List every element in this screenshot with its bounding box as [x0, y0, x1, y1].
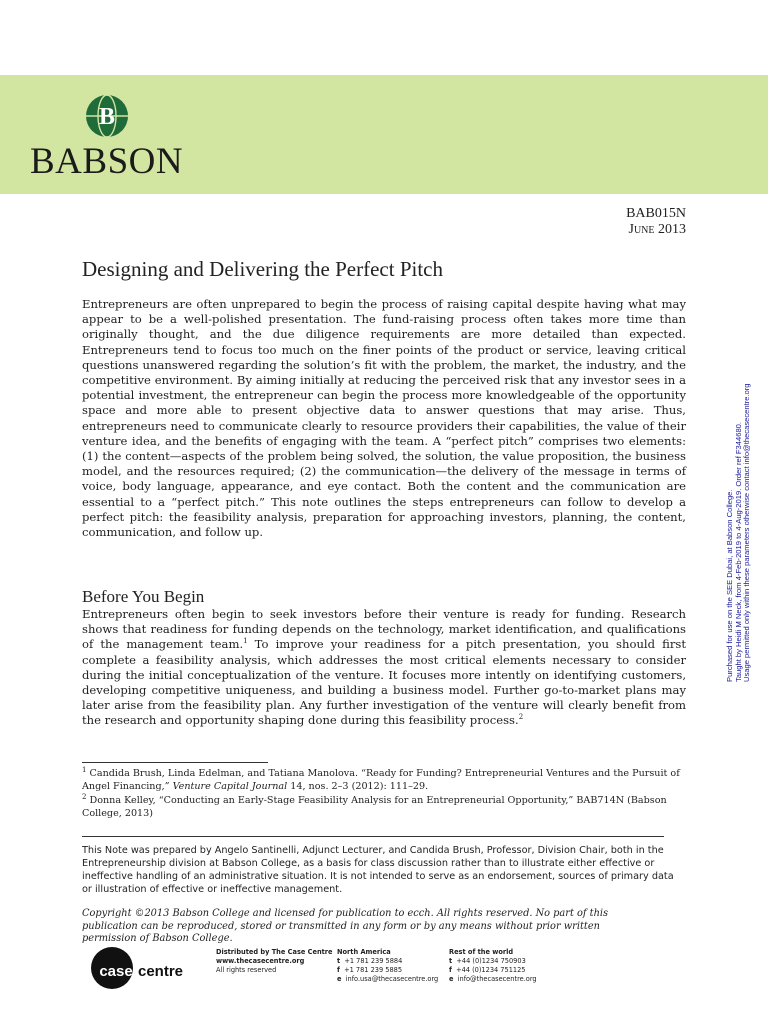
footnote-1-text: Candida Brush, Linda Edelman, and Tatiana Manolova. “Ready for Funding? Entrepreneurial Ventures and the Pursuit of Angel Financing,”: [82, 768, 680, 792]
row-phone-label: t: [449, 957, 453, 965]
row-heading: Rest of the world: [449, 948, 514, 956]
row-email[interactable]: info@thecasecentre.org: [457, 975, 537, 983]
na-heading: North America: [337, 948, 391, 956]
case-centre-logo-word1: case: [99, 963, 133, 980]
row-phone: +44 (0)1234 750903: [456, 957, 526, 965]
distributor-column: [216, 948, 333, 975]
na-fax-label: f: [337, 966, 340, 974]
authorship-note: This Note was prepared by Angelo Santinelli, Adjunct Lecturer, and Candida Brush, Professor, Division Chair, both in the Entrepreneurship division at Babson College, as a basis for class discussion rather than to illustrate either effective or ineffective handling of an administrative situation. It is not intended to serve as an endorsement, sources of primary data or illustration of effective or ineffective management.: [82, 845, 674, 895]
section-heading: Before You Begin: [82, 587, 205, 606]
footnote-2: [82, 792, 686, 820]
distributor-rights: All rights reserved: [216, 966, 277, 974]
intro-paragraph: Entrepreneurs are often unprepared to begin the process of raising capital despite having what may appear to be a well-polished presentation. The fund-raising process often takes more time than originally thought, and the due diligence requirements are more detailed than expected. Entrepreneurs tend to focus too much on the finer points of the product or service, leaving critical questions unanswered regarding the solution’s fit with the problem, the market, the industry, and the competitive environment. By aiming initially at reducing the perceived risk that any investor sees in a potential investment, the entrepreneur can begin the process more knowledgeable of the opportunity space and more able to present objective data to answer questions that may arise. Thus, entrepreneurs need to communicate clearly to resource providers their capabilities, the value of their venture idea, and the benefits of engaging with the team. A “perfect pitch” comprises two elements: (1) the content—aspects of the problem being solved, the solution, the value proposition, the business model, and the resources required; (2) the communication—the delivery of the message in terms of voice, body language, appearance, and eye contact. Both the content and the communication are essential to a “perfect pitch.” This note outlines the steps entrepreneurs can follow to develop a perfect pitch: the feasibility analysis, preparation for approaching investors, planning, the content, communication, and follow up.: [82, 297, 686, 540]
doc-date: June 2013: [628, 222, 686, 237]
watermark-line-3: Usage permitted only within these parameters otherwise contact info@thecasecentre.org: [742, 383, 752, 682]
north-america-column: [337, 948, 438, 984]
case-centre-logo-word2: centre: [138, 963, 184, 980]
footnote-ref-1[interactable]: 1: [243, 637, 248, 646]
section-text-2: To improve your readiness for a pitch presentation, you should first complete a feasibility analysis, which addresses the most critical elements necessary to consider during the initial conceptualization of the venture. It focuses more intently on identifying customers, developing competitive uniqueness, and building a business model. Further go-to-market plans may later arise from the feasibility plan. Any further investigation of the venture will clearly benefit from the research and opportunity shaping done during this feasibility process.: [82, 637, 686, 728]
na-phone: +1 781 239 5884: [344, 957, 403, 965]
license-watermark-text: [726, 346, 750, 682]
footnote-divider: [82, 762, 268, 763]
footnote-1-tail: 14, nos. 2–3 (2012): 111–29.: [287, 780, 429, 792]
row-email-label: e: [449, 975, 454, 983]
row-fax: +44 (0)1234 751125: [456, 966, 526, 974]
na-email[interactable]: info.usa@thecasecentre.org: [345, 975, 439, 983]
footnote-2-number: 2: [82, 792, 87, 801]
babson-globe-icon: [84, 93, 130, 139]
footnote-1-number: 1: [82, 765, 87, 774]
page-title: Designing and Delivering the Perfect Pitch: [82, 257, 443, 281]
doc-code: BAB015N: [626, 206, 686, 221]
rest-of-world-column: [449, 948, 537, 984]
case-centre-logo: [90, 946, 200, 990]
watermark-line-1: Purchased for use on the SEE Dubai, at Babson College.: [725, 489, 734, 682]
na-fax: +1 781 239 5885: [344, 966, 403, 974]
section-paragraph: [82, 607, 686, 729]
footnote-2-text: Donna Kelley, “Conducting an Early-Stage Feasibility Analysis for an Entrepreneurial Opportunity,” BAB714N (Babson College, 2013): [82, 795, 667, 819]
distributed-by: Distributed by The Case Centre: [216, 948, 333, 956]
license-watermark: [726, 346, 750, 682]
copyright-notice: Copyright ©2013 Babson College and licensed for publication to ecch. All rights reserved. No part of this publication can be reproduced, stored or transmitted in any form or by any means without prior written permission of Babson College.: [82, 908, 609, 944]
section-text-1: Entrepreneurs often begin to seek investors before their venture is ready for funding. Research shows that readiness for funding depends on the technology, market identification, and qualifications of the management team.: [82, 607, 686, 652]
na-email-label: e: [337, 975, 342, 983]
document-reference: [626, 206, 686, 238]
babson-logo-text: BABSON: [30, 141, 184, 182]
note-divider: [82, 836, 664, 837]
row-fax-label: f: [449, 966, 452, 974]
footnote-ref-2[interactable]: 2: [518, 713, 524, 722]
footnote-1: [82, 765, 686, 793]
footnote-1-journal: Venture Capital Journal: [172, 780, 288, 792]
logo-letter: B: [98, 104, 116, 130]
na-phone-label: t: [337, 957, 341, 965]
watermark-line-2: Taught by Heidi M Neck, from 4-Feb-2019 to 4-Aug-2019. Order ref F344680.: [733, 421, 743, 682]
distributor-website[interactable]: www.thecasecentre.org: [216, 957, 305, 965]
